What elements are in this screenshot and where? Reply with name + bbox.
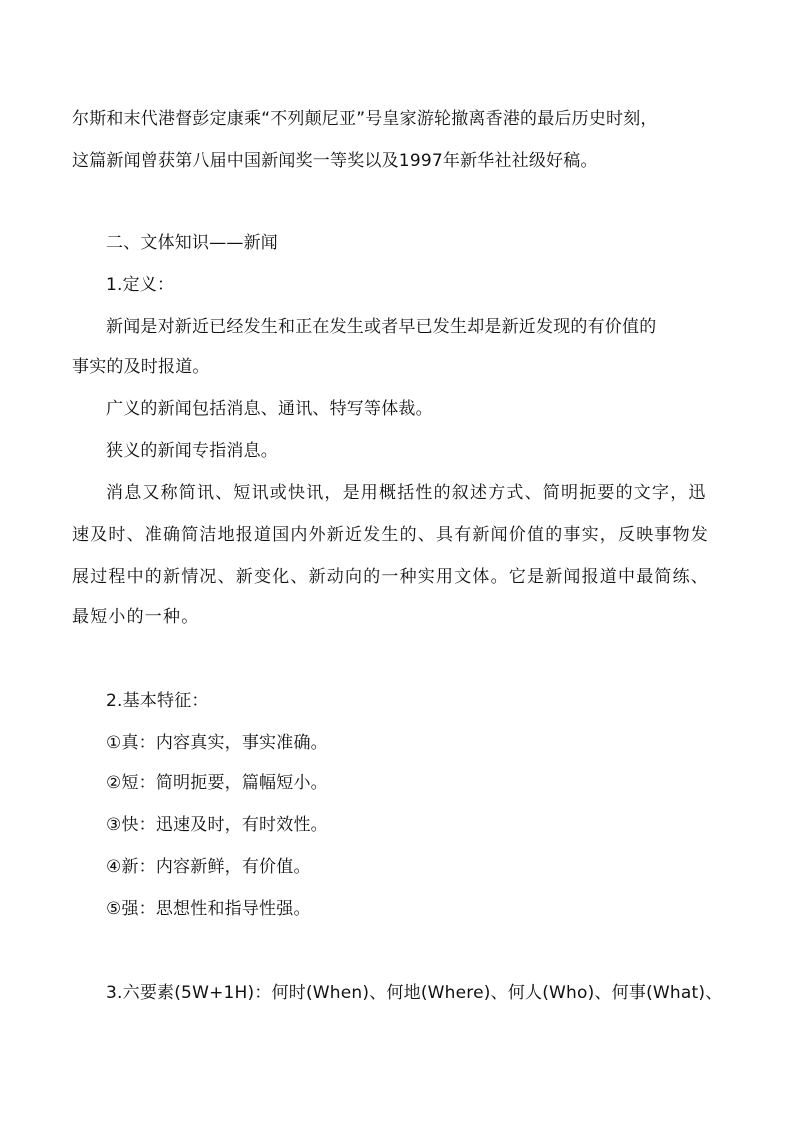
definition-paragraph-3: 狭义的新闻专指消息。 [106,441,278,461]
feature-item-2: ②短：简明扼要，篇幅短小。 [106,773,328,793]
intro-line-1: 尔斯和末代港督彭定康乘“不列颠尼亚”号皇家游轮撤离香港的最后历史时刻， [72,109,658,129]
intro-line-2: 这篇新闻曾获第八届中国新闻奖一等奖以及1997年新华社社级好稿。 [72,151,598,171]
feature-item-4: ④新：内容新鲜，有价值。 [106,857,311,877]
definition-paragraph-4-line-1: 消息又称简讯、短讯或快讯，是用概括性的叙述方式、简明扼要的文字，迅 [106,483,707,503]
features-title: 2.基本特征： [106,691,209,711]
feature-item-1: ①真：内容真实，事实准确。 [106,733,328,753]
definition-paragraph-1-line-1: 新闻是对新近已经发生和正在发生或者早已发生却是新近发现的有价值的 [106,317,657,337]
feature-item-5: ⑤强：思想性和指导性强。 [106,899,311,919]
definition-paragraph-4-line-3: 展过程中的新情况、新变化、新动向的一种实用文体。它是新闻报道中最简练、 [72,567,709,587]
definition-paragraph-4-line-2: 速及时、准确简洁地报道国内外新近发生的、具有新闻价值的事实，反映事物发 [72,525,709,545]
definition-title: 1.定义： [106,275,175,295]
definition-paragraph-1-line-2: 事实的及时报道。 [72,357,210,377]
definition-paragraph-4-line-4: 最短小的一种。 [72,607,200,627]
feature-item-3: ③快：迅速及时，有时效性。 [106,815,328,835]
definition-paragraph-2: 广义的新闻包括消息、通讯、特写等体裁。 [106,399,433,419]
elements-line-1: 3.六要素(5W+1H)：何时(When)、何地(Where)、何人(Who)、何事(What)、 [106,983,723,1003]
section-heading: 二、文体知识——新闻 [106,233,278,253]
